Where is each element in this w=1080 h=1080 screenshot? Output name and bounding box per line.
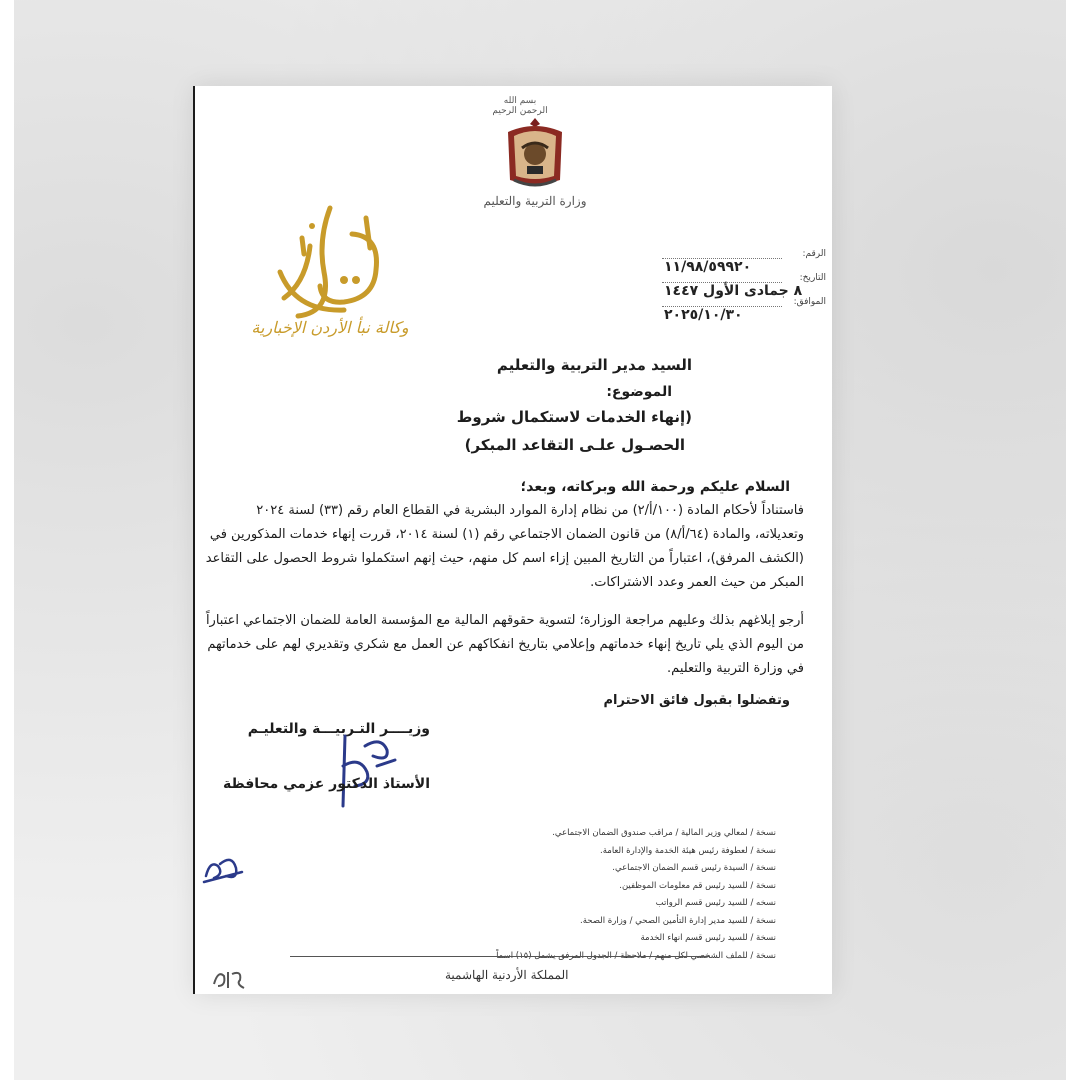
handwritten-number-icon bbox=[210, 966, 250, 991]
date-label: التاريخ: bbox=[799, 273, 826, 283]
footer-kingdom: المملكة الأردنية الهاشمية bbox=[445, 968, 569, 982]
copy-line: نسخة / لمعالي وزير المالية / مراقب صندوق الضمان الاجتماعي. bbox=[552, 828, 776, 838]
logo-caption: وكالة نبأ الأردن الإخبارية bbox=[251, 318, 409, 337]
basmala: بسم الله الرحمن الرحيم bbox=[492, 96, 548, 116]
ref-label: الرقم: bbox=[802, 249, 826, 259]
subject-line-1: (إنهاء الخدمات لاستكمال شروط bbox=[456, 408, 692, 426]
frame-right bbox=[1066, 0, 1080, 1080]
copy-line: نسخة / للسيد رئيس قم معلومات الموظفين. bbox=[619, 880, 776, 891]
copy-line: نسخة / السيدة رئيس قسم الضمان الاجتماعي. bbox=[612, 863, 776, 873]
body-paragraph-2: أرجو إبلاغهم بذلك وعليهم مراجعة الوزارة؛ لتسوية حقوقهم المالية مع المؤسسة العامة للضمان الاجتماعي اعتباراً من اليوم الذي يلي تاريخ إنهاء خدماتهم وإعلامي بتاريخ انفكاكهم عن العمل مع شكري وتقديري لهم على خدماتهم في وزارة التربية والتعليم. bbox=[205, 613, 804, 676]
corresponding-label: الموافق: bbox=[793, 297, 826, 307]
copy-line: نسخة / للسيد مدير إدارة التأمين الصحي / وزارة الصحة. bbox=[580, 915, 776, 926]
copy-line: نسخة / للسيد رئيس قسم انهاء الخدمة bbox=[640, 933, 776, 943]
corresponding-row bbox=[656, 297, 826, 321]
coat-of-arms-icon bbox=[500, 114, 570, 194]
gregorian-date: ٢٠٢٥/١٠/٣٠ bbox=[664, 307, 743, 323]
handwritten-signature-icon bbox=[315, 726, 405, 816]
frame-left bbox=[0, 0, 14, 1080]
handwritten-initials-icon bbox=[200, 846, 245, 886]
subject-label: الموضوع: bbox=[606, 384, 672, 400]
copy-line: نسخه / للسيد رئيس قسم الرواتب bbox=[655, 898, 776, 908]
copy-line: نسخة / لعطوفة رئيس هيئة الخدمة والإدارة العامة. bbox=[600, 845, 776, 856]
hijri-date: ٨ جمادى الأول ١٤٤٧ bbox=[664, 283, 803, 299]
footer-divider bbox=[290, 956, 710, 957]
ref-row bbox=[656, 249, 826, 273]
body-paragraph-1: فاستناداً لأحكام المادة (١٠٠/أ/٢) من نظام إدارة الموارد البشرية في القطاع العام رقم (٣٣) لسنة ٢٠٢٤ وتعديلاته، والمادة (٦٤/أ/٨) من قانون الضمان الاجتماعي رقم (١) لسنة ٢٠١٤، قررت إنهاء خدمات المذكورين في (الكشف المرفق)، اعتباراً من التاريخ المبين إزاء اسم كل منهم، حيث إنهم استكملوا شروط الحصول على التقاعد المبكر من حيث العمر وعدد الاشتراكات. bbox=[205, 503, 804, 590]
ref-number: ١١/٩٨/٥٩٩٢٠ bbox=[664, 259, 752, 275]
reference-block bbox=[656, 249, 826, 321]
ministry-name: وزارة التربية والتعليم bbox=[483, 194, 587, 208]
recipient: السيد مدير التربية والتعليم bbox=[496, 356, 692, 374]
greeting: السلام عليكم ورحمة الله وبركاته، وبعد؛ bbox=[520, 479, 790, 495]
official-letter bbox=[195, 86, 832, 994]
copy-line: نسخة / للملف الشخصي لكل منهم / ملاحظة / الجدول المرفق يشمل (١٥) اسماً bbox=[496, 950, 776, 961]
copies-list bbox=[376, 828, 776, 968]
signatory-title: وزيــــر التـربيـــة والتعليـم bbox=[247, 721, 430, 737]
subject-line-2: الحصـول علـى التقاعد المبكر) bbox=[464, 436, 685, 454]
signatory-name: الأستاذ الدكتور عزمي محافظة bbox=[222, 776, 430, 792]
closing-line: وتفضلوا بقبول فائق الاحترام bbox=[603, 693, 790, 708]
date-row bbox=[656, 273, 826, 297]
